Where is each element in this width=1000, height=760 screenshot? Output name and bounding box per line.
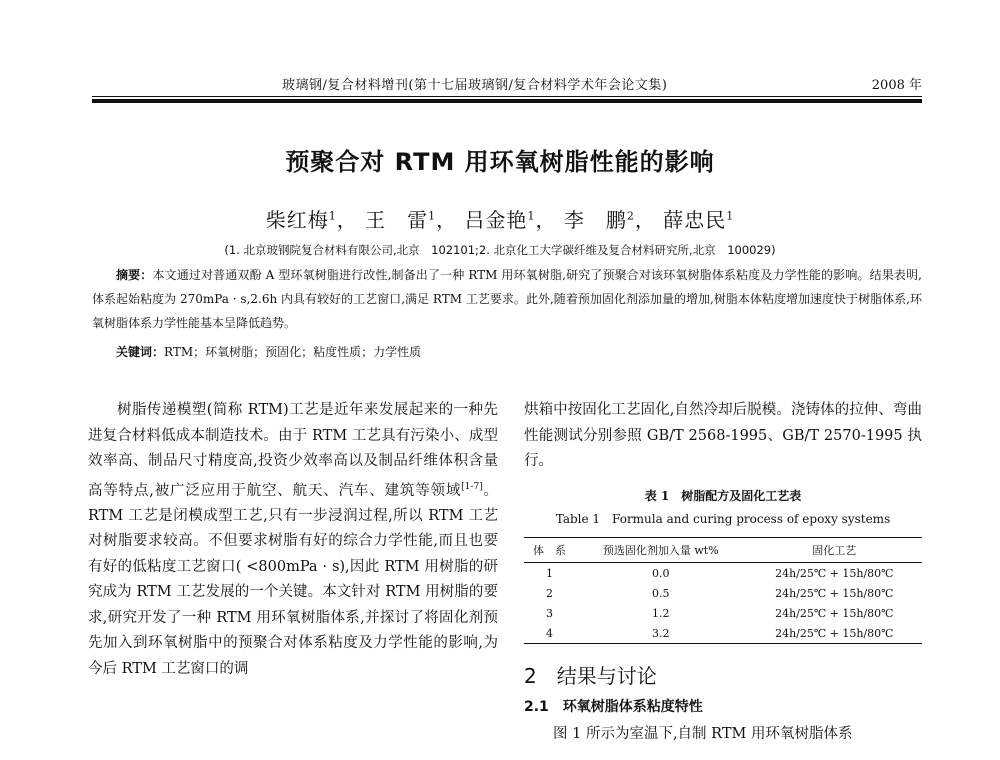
- table-row: [524, 623, 922, 644]
- abstract-label: 摘要：: [116, 268, 153, 282]
- citation: [1-7]: [461, 481, 483, 492]
- table-header-cell: 固化工艺: [747, 538, 922, 563]
- author: 薛忠民$^1$: [663, 208, 735, 232]
- table-cell: 2: [545, 586, 553, 600]
- table-cell: 1: [545, 566, 553, 580]
- table-row: [524, 563, 922, 584]
- table-cell: 24h/25℃ + 15h/80℃: [775, 566, 894, 580]
- subsection-heading: 2.1 环氧树脂体系粘度特性: [524, 699, 703, 715]
- body-right-column: [524, 398, 922, 475]
- keywords: [116, 343, 916, 360]
- formula-table: [524, 537, 922, 644]
- table-cell: 4: [524, 623, 575, 644]
- publication-year: 2008 年: [871, 78, 922, 93]
- paper-title: 预聚合对 RTM 用环氧树脂性能的影响: [285, 148, 715, 176]
- author: 王 雷$^1$: [365, 208, 437, 232]
- table-caption-en: Table 1 Formula and curing process of epoxy systems: [555, 512, 891, 526]
- table-caption-cn: 表 1 树脂配方及固化工艺表: [644, 489, 802, 503]
- journal-name: 玻璃钢/复合材料增刊(第十七届玻璃钢/复合材料学术年会论文集): [282, 78, 668, 93]
- keywords-label: 关键词：: [116, 345, 165, 359]
- header-rule-thick: [92, 99, 922, 103]
- table-row: [524, 603, 922, 623]
- table-cell: 24h/25℃ + 15h/80℃: [775, 586, 894, 600]
- table-cell: 24h/25℃ + 15h/80℃: [775, 606, 894, 620]
- author: 李 鹏$^2$: [563, 208, 635, 232]
- table-cell: 3: [545, 606, 553, 620]
- section-heading: 2 结果与讨论: [524, 664, 657, 688]
- table-cell: 1.2: [652, 606, 670, 620]
- abstract-text: 本文通过对普通双酚 A 型环氧树脂进行改性,制备出了一种 RTM 用环氧树脂,研究了预聚合对该环氧树脂体系粘度及力学性能的影响。结果表明,体系起始粘度为 270mPa · s,2.6h 内具有较好的工艺窗口,满足 RTM 工艺要求。此外,随着预加固化剂添加量的增加,树脂本体粘度增加速度快于树脂体系,环氧树脂体系力学性能基本呈降低趋势。: [92, 268, 922, 330]
- intro-paragraph: 树脂传递模塑(简称 RTM)工艺是近年来发展起来的一种先进复合材料低成本制造技术。由于 RTM 工艺具有污染小、成型效率高、制品尺寸精度高,投资少效率高以及制品纤维体积含量高等特点,被广泛应用于航空、航天、汽车、建筑等领域[1-7]。RTM 工艺是闭模成型工艺,只有一步浸润过程,所以 RTM 工艺对树脂要求较高。不但要求树脂有好的综合力学性能,而且也要有好的低粘度工艺窗口( <800mPa · s),因此 RTM 用树脂的研究成为 RTM 工艺发展的一个关键。本文针对 RTM 用树脂的要求,研究开发了一种 RTM 用环氧树脂体系,并探讨了将固化剂预先加入到环氧树脂中的预聚合对体系粘度及力学性能的影响,为今后 RTM 工艺窗口的调: [88, 402, 499, 677]
- keywords-text: RTM；环氧树脂；预固化；粘度性质；力学性质: [164, 345, 422, 359]
- abstract: [92, 263, 922, 335]
- header-rule-thin: [92, 96, 922, 97]
- table-cell: 0.5: [652, 586, 670, 600]
- table-header-cell: 体 系: [524, 538, 575, 563]
- table-cell: 3.2: [575, 623, 747, 644]
- method-paragraph: 烘箱中按固化工艺固化,自然冷却后脱模。浇铸体的拉伸、弯曲性能测试分别参照 GB/T 2568-1995、GB/T 2570-1995 执行。: [524, 402, 922, 469]
- body-left-column: [88, 398, 498, 682]
- table-header-cell: 预选固化剂加入量 wt%: [575, 538, 747, 563]
- running-header: [92, 72, 922, 96]
- table-cell: 0.0: [652, 566, 670, 580]
- table-cell: 24h/25℃ + 15h/80℃: [747, 623, 922, 644]
- results-paragraph: 图 1 所示为室温下,自制 RTM 用环氧树脂体系: [553, 726, 853, 742]
- affiliations: (1. 北京玻钢院复合材料有限公司,北京 102101;2. 北京化工大学碳纤维及复合材料研究所,北京 100029): [224, 243, 776, 257]
- author: 柴红梅$^1$: [265, 208, 337, 232]
- table-header-row: [524, 538, 922, 563]
- author-list: 柴红梅$^1$， 王 雷$^1$， 吕金艳$^1$， 李 鹏$^2$， 薛忠民$^1$: [265, 208, 735, 232]
- author: 吕金艳$^1$: [464, 208, 536, 232]
- table-row: [524, 583, 922, 603]
